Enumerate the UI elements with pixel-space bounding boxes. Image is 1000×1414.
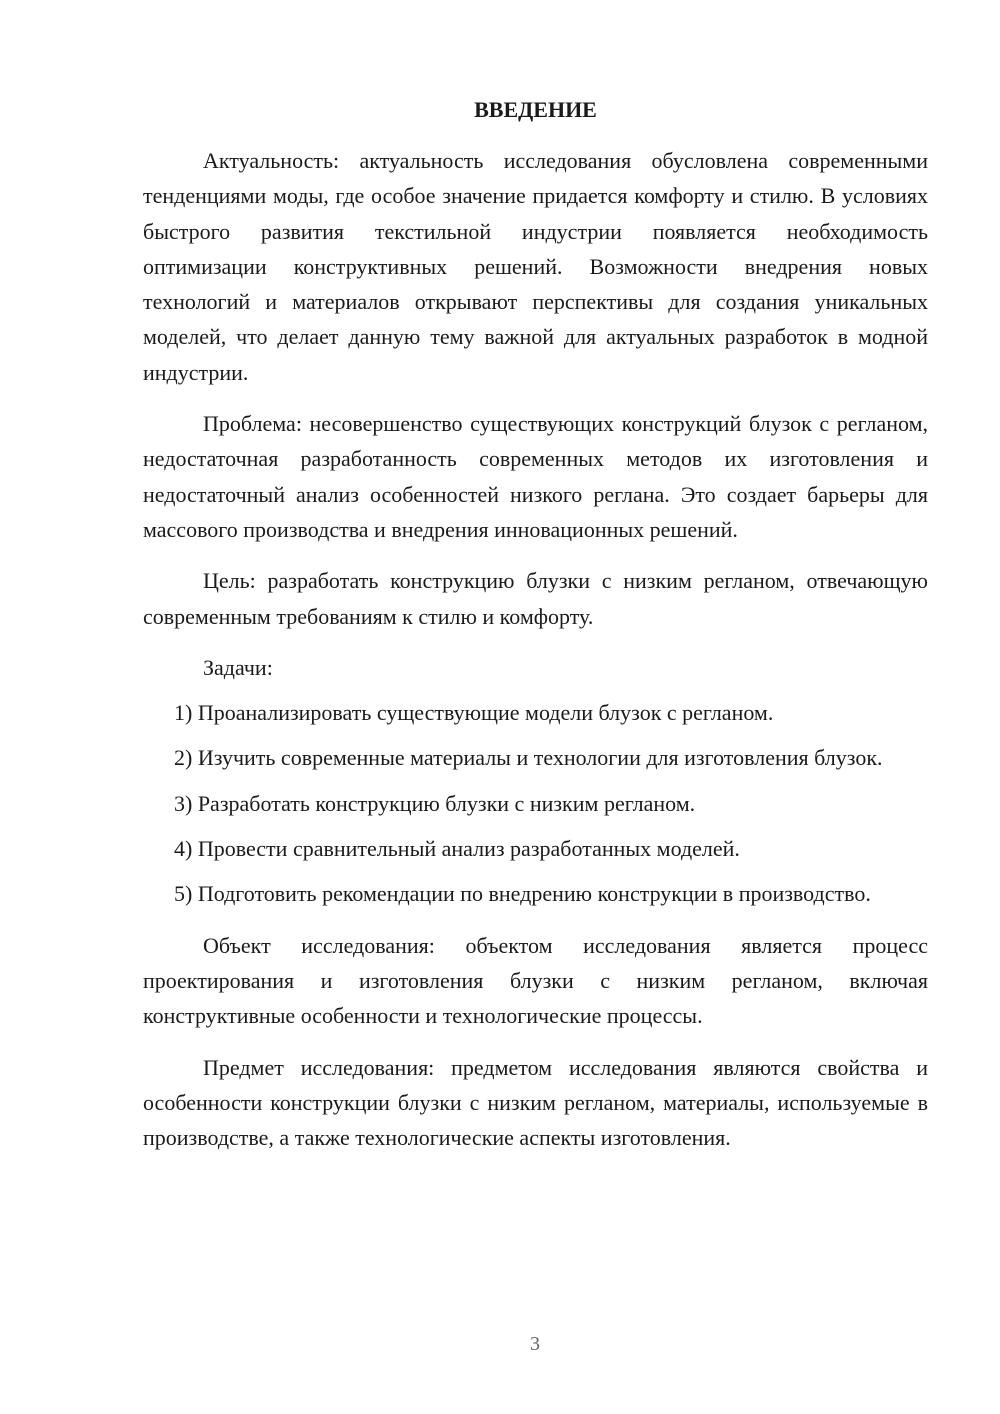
task-item-1: 1) Проанализировать существующие модели блузок с регланом. xyxy=(174,700,774,726)
paragraph-object: Объект исследования: объектом исследования является процесс проектирования и изготовления блузки с низким регланом, включая конструктивные особенности и технологические процессы. xyxy=(143,932,928,1029)
paragraph-subject: Предмет исследования: предметом исследования являются свойства и особенности конструкции блузки с низким регланом, материалы, используемые в производстве, а также технологические аспекты изготовления. xyxy=(143,1054,928,1151)
task-item-4: 4) Провести сравнительный анализ разработанных моделей. xyxy=(174,836,740,862)
task-item-5: 5) Подготовить рекомендации по внедрению конструкции в производство. xyxy=(174,881,871,907)
section-title: ВВЕДЕНИЕ xyxy=(474,97,597,122)
page-number: 3 xyxy=(530,1333,540,1355)
paragraph-goal: Цель: разработать конструкцию блузки с низким регланом, отвечающую современным требованиям к стилю и комфорту. xyxy=(143,568,928,629)
tasks-heading: Задачи: xyxy=(203,654,273,680)
paragraph-relevance: Актуальность: актуальность исследования обусловлена современными тенденциями моды, где особое значение придается комфорту и стилю. В условиях быстрого развития текстильной индустрии появляется необходимость оптимизации конструктивных решений. Возможности внедрения новых технологий и материалов открывают перспективы для создания уникальных моделей, что делает данную тему важной для актуальных разработок в модной индустрии. xyxy=(143,148,928,385)
paragraph-problem: Проблема: несовершенство существующих конструкций блузок с регланом, недостаточная разработанность современных методов их изготовления и недостаточный анализ особенностей низкого реглана. Это создает барьеры для массового производства и внедрения инновационных решений. xyxy=(143,411,928,542)
document-body xyxy=(143,92,928,1155)
task-item-2: 2) Изучить современные материалы и технологии для изготовления блузок. xyxy=(174,745,883,771)
task-item-3: 3) Разработать конструкцию блузки с низким регланом. xyxy=(174,790,696,816)
